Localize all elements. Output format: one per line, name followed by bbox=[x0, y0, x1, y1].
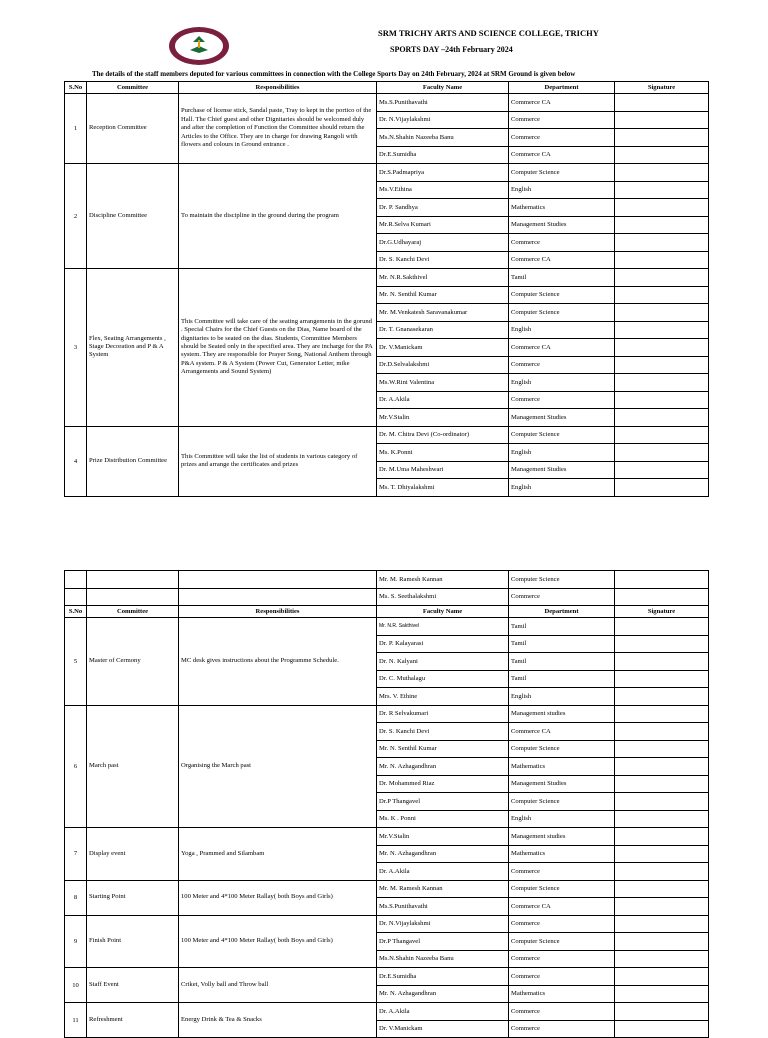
committee-sno: 11 bbox=[65, 1003, 87, 1038]
faculty-name: Mr. N.R.Sakthivel bbox=[377, 269, 509, 287]
committee-name: Discipline Committee bbox=[87, 164, 179, 269]
signature-cell bbox=[615, 199, 709, 217]
signature-cell bbox=[615, 426, 709, 444]
department: Commerce bbox=[509, 1020, 615, 1038]
department: Commerce bbox=[509, 391, 615, 409]
signature-cell bbox=[615, 828, 709, 846]
signature-cell bbox=[615, 775, 709, 793]
committee-responsibilities: Organising the March past bbox=[179, 705, 377, 828]
department: Commerce bbox=[509, 234, 615, 252]
department: Commerce bbox=[509, 915, 615, 933]
department: Commerce bbox=[509, 1003, 615, 1021]
signature-cell bbox=[615, 571, 709, 589]
column-header: Committee bbox=[87, 606, 179, 618]
faculty-name: Dr. R Selvakumari bbox=[377, 705, 509, 723]
faculty-name: Dr. P. Sandhya bbox=[377, 199, 509, 217]
department: Tamil bbox=[509, 269, 615, 287]
table-row bbox=[65, 618, 709, 636]
department: Management Studies bbox=[509, 775, 615, 793]
faculty-name: Ms.N.Shahin Nazeeba Banu bbox=[377, 950, 509, 968]
committee-table-page-2 bbox=[64, 570, 709, 1038]
signature-cell bbox=[615, 409, 709, 427]
committee-name: Starting Point bbox=[87, 880, 179, 915]
department: English bbox=[509, 810, 615, 828]
signature-cell bbox=[615, 950, 709, 968]
faculty-name: Dr. N. Kalyani bbox=[377, 653, 509, 671]
signature-cell bbox=[615, 1003, 709, 1021]
faculty-name: Dr. M. Chitra Devi (Co-ordinator) bbox=[377, 426, 509, 444]
committee-name: March past bbox=[87, 705, 179, 828]
signature-cell bbox=[615, 915, 709, 933]
department: Mathematics bbox=[509, 199, 615, 217]
faculty-name: Dr.G.Udhayaraj bbox=[377, 234, 509, 252]
department: English bbox=[509, 321, 615, 339]
signature-cell bbox=[615, 374, 709, 392]
committee-sno: 5 bbox=[65, 618, 87, 706]
department: English bbox=[509, 479, 615, 497]
department: English bbox=[509, 374, 615, 392]
faculty-name: Dr. A.Akila bbox=[377, 863, 509, 881]
committee-name: Flex, Seating Arrangements , Stage Decoration and P & A System bbox=[87, 269, 179, 427]
empty-cell bbox=[87, 571, 179, 589]
empty-cell bbox=[65, 571, 87, 589]
signature-cell bbox=[615, 588, 709, 606]
signature-cell bbox=[615, 758, 709, 776]
signature-cell bbox=[615, 635, 709, 653]
signature-cell bbox=[615, 146, 709, 164]
table-row bbox=[65, 164, 709, 182]
committee-sno: 8 bbox=[65, 880, 87, 915]
column-header: Department bbox=[509, 82, 615, 94]
signature-cell bbox=[615, 898, 709, 916]
college-logo bbox=[168, 26, 230, 66]
signature-cell bbox=[615, 94, 709, 112]
signature-cell bbox=[615, 880, 709, 898]
faculty-name: Ms.W.Rini Valentina bbox=[377, 374, 509, 392]
signature-cell bbox=[615, 793, 709, 811]
faculty-name: Mr.V.Stalin bbox=[377, 828, 509, 846]
faculty-name: Dr. C. Muthalagu bbox=[377, 670, 509, 688]
column-header: S.No bbox=[65, 82, 87, 94]
faculty-name: Mr. M. Ramesh Kannan bbox=[377, 880, 509, 898]
column-header: Faculty Name bbox=[377, 82, 509, 94]
signature-cell bbox=[615, 391, 709, 409]
empty-cell bbox=[179, 571, 377, 589]
signature-cell bbox=[615, 985, 709, 1003]
committee-responsibilities: 100 Meter and 4*100 Meter Rallay( both Boys and Girls) bbox=[179, 880, 377, 915]
faculty-name: Mr. N. Azhagandhran bbox=[377, 845, 509, 863]
faculty-name: Dr. M.Uma Maheshwari bbox=[377, 461, 509, 479]
column-header: S.No bbox=[65, 606, 87, 618]
table-row bbox=[65, 1003, 709, 1021]
department: Commerce bbox=[509, 950, 615, 968]
committee-sno: 7 bbox=[65, 828, 87, 881]
committee-responsibilities: 100 Meter and 4*100 Meter Rallay( both Boys and Girls) bbox=[179, 915, 377, 968]
department: Computer Science bbox=[509, 426, 615, 444]
signature-cell bbox=[615, 933, 709, 951]
committee-sno: 10 bbox=[65, 968, 87, 1003]
faculty-name: Dr. S. Kanchi Devi bbox=[377, 251, 509, 269]
committee-sno: 4 bbox=[65, 426, 87, 496]
column-header: Committee bbox=[87, 82, 179, 94]
faculty-name: Dr. N.Vijaylakshmi bbox=[377, 915, 509, 933]
department: Tamil bbox=[509, 653, 615, 671]
department: Commerce bbox=[509, 968, 615, 986]
faculty-name: Dr. P. Kalayarasi bbox=[377, 635, 509, 653]
faculty-name: Ms.V.Ethina bbox=[377, 181, 509, 199]
department: Computer Science bbox=[509, 740, 615, 758]
committee-name: Staff Event bbox=[87, 968, 179, 1003]
committee-responsibilities: To maintain the discipline in the ground during the program bbox=[179, 164, 377, 269]
signature-cell bbox=[615, 845, 709, 863]
committee-sno: 2 bbox=[65, 164, 87, 269]
column-header: Department bbox=[509, 606, 615, 618]
signature-cell bbox=[615, 111, 709, 129]
signature-cell bbox=[615, 164, 709, 182]
faculty-name: Ms. K . Ponni bbox=[377, 810, 509, 828]
event-subtitle: SPORTS DAY –24th February 2024 bbox=[390, 45, 513, 54]
table-row bbox=[65, 269, 709, 287]
faculty-name: Dr.P Thangavel bbox=[377, 933, 509, 951]
faculty-name: Dr.D.Selvalakshmi bbox=[377, 356, 509, 374]
signature-cell bbox=[615, 234, 709, 252]
department: Computer Science bbox=[509, 286, 615, 304]
continuation-row bbox=[65, 588, 709, 606]
committee-sno: 3 bbox=[65, 269, 87, 427]
committee-name: Reception Committee bbox=[87, 94, 179, 164]
committee-sno: 1 bbox=[65, 94, 87, 164]
column-header: Signature bbox=[615, 82, 709, 94]
column-header: Signature bbox=[615, 606, 709, 618]
committee-table-page-1 bbox=[64, 81, 709, 497]
committee-name: Finish Point bbox=[87, 915, 179, 968]
faculty-name: Dr.S.Padmapriya bbox=[377, 164, 509, 182]
signature-cell bbox=[615, 356, 709, 374]
signature-cell bbox=[615, 723, 709, 741]
department: Commerce CA bbox=[509, 898, 615, 916]
department: Management studies bbox=[509, 828, 615, 846]
department: Commerce CA bbox=[509, 94, 615, 112]
table-row bbox=[65, 880, 709, 898]
faculty-name: Ms.S.Punithavathi bbox=[377, 898, 509, 916]
faculty-name: Mr. N. Senthil Kumar bbox=[377, 740, 509, 758]
college-title: SRM TRICHY ARTS AND SCIENCE COLLEGE, TRICHY bbox=[378, 28, 599, 38]
faculty-name: Mr. N. Senthil Kumar bbox=[377, 286, 509, 304]
signature-cell bbox=[615, 444, 709, 462]
faculty-name: Mr. N. Azhagandhran bbox=[377, 758, 509, 776]
department: Commerce bbox=[509, 356, 615, 374]
department: Tamil bbox=[509, 670, 615, 688]
committee-responsibilities: Purchase of license stick, Sandal paste, Tray to kept in the portico of the Hall. The Chief guest and other Dignitaries should be welcomed duly and after the completion of Function the Committee should return the Articles to the Office. They are in charge for drawing Rangoli with flowers and colours in Ground entrance . bbox=[179, 94, 377, 164]
continuation-row bbox=[65, 571, 709, 589]
department: English bbox=[509, 181, 615, 199]
faculty-name: Dr.E.Sumidha bbox=[377, 146, 509, 164]
committee-sno: 9 bbox=[65, 915, 87, 968]
department: Computer Science bbox=[509, 571, 615, 589]
faculty-name: Dr.P Thangavel bbox=[377, 793, 509, 811]
table-row bbox=[65, 968, 709, 986]
signature-cell bbox=[615, 618, 709, 636]
committee-responsibilities: Criket, Volly ball and Throw ball bbox=[179, 968, 377, 1003]
faculty-name: Mr. M. Ramesh Kannan bbox=[377, 571, 509, 589]
signature-cell bbox=[615, 251, 709, 269]
committee-responsibilities: This Committee will take care of the seating arrangements in the gorund . Special Chairs for the Chief Guests on the Dias, Name board of the dignitaries to be seated on the dias. Students, Committee Members should be Seated only in the specified area. They are incharge for the PA system. They are responsible for Prayer Song, National Anthem through P&A system. P & A System (Power Cut, Generator Letter, mike Arrangements and Sound System) bbox=[179, 269, 377, 427]
faculty-name: Ms.N.Shahin Nazeeba Banu bbox=[377, 129, 509, 147]
signature-cell bbox=[615, 810, 709, 828]
empty-cell bbox=[65, 588, 87, 606]
empty-cell bbox=[179, 588, 377, 606]
department: Commerce CA bbox=[509, 146, 615, 164]
department: Mathematics bbox=[509, 985, 615, 1003]
department: Computer Science bbox=[509, 164, 615, 182]
department: Tamil bbox=[509, 635, 615, 653]
faculty-name: Dr. A.Akila bbox=[377, 1003, 509, 1021]
signature-cell bbox=[615, 286, 709, 304]
department: Management Studies bbox=[509, 216, 615, 234]
committee-responsibilities: MC desk gives instructions about the Programme Schedule. bbox=[179, 618, 377, 706]
faculty-name: Dr. T. Gnanasekaran bbox=[377, 321, 509, 339]
committee-name: Display event bbox=[87, 828, 179, 881]
department: Management Studies bbox=[509, 461, 615, 479]
department: Commerce CA bbox=[509, 723, 615, 741]
signature-cell bbox=[615, 269, 709, 287]
department: Management studies bbox=[509, 705, 615, 723]
signature-cell bbox=[615, 129, 709, 147]
department: Commerce CA bbox=[509, 251, 615, 269]
faculty-name: Dr. A.Akila bbox=[377, 391, 509, 409]
department: English bbox=[509, 444, 615, 462]
department: Commerce bbox=[509, 588, 615, 606]
department: Commerce bbox=[509, 863, 615, 881]
faculty-name: Mrs. V. Ethine bbox=[377, 688, 509, 706]
department: English bbox=[509, 688, 615, 706]
faculty-name: Ms. K.Ponni bbox=[377, 444, 509, 462]
faculty-name: Ms. T. Dhiyalakshmi bbox=[377, 479, 509, 497]
department: Commerce bbox=[509, 129, 615, 147]
column-header: Responsibilities bbox=[179, 606, 377, 618]
signature-cell bbox=[615, 1020, 709, 1038]
header-row bbox=[65, 606, 709, 618]
faculty-name: Dr. N.Vijaylakshmi bbox=[377, 111, 509, 129]
intro-text: The details of the staff members deputed for various committees in connection with the College Sports Day on 24th February, 2024 at SRM Ground is given below bbox=[92, 70, 576, 78]
signature-cell bbox=[615, 181, 709, 199]
signature-cell bbox=[615, 653, 709, 671]
signature-cell bbox=[615, 304, 709, 322]
signature-cell bbox=[615, 968, 709, 986]
faculty-name: Dr. Mohammed Riaz bbox=[377, 775, 509, 793]
empty-cell bbox=[87, 588, 179, 606]
committee-name: Prize Distribution Committee bbox=[87, 426, 179, 496]
department: Computer Science bbox=[509, 793, 615, 811]
department: Commerce CA bbox=[509, 339, 615, 357]
signature-cell bbox=[615, 740, 709, 758]
department: Tamil bbox=[509, 618, 615, 636]
faculty-name: Mr.V.Stalin bbox=[377, 409, 509, 427]
faculty-name: Mr. N.R. Sakthivel bbox=[377, 618, 509, 636]
table-row bbox=[65, 828, 709, 846]
committee-responsibilities: Energy Drink & Tea & Snacks bbox=[179, 1003, 377, 1038]
faculty-name: Mr. N. Azhagandhran bbox=[377, 985, 509, 1003]
signature-cell bbox=[615, 216, 709, 234]
table-row bbox=[65, 705, 709, 723]
signature-cell bbox=[615, 479, 709, 497]
committee-sno: 6 bbox=[65, 705, 87, 828]
signature-cell bbox=[615, 670, 709, 688]
signature-cell bbox=[615, 688, 709, 706]
faculty-name: Dr.E.Sumidha bbox=[377, 968, 509, 986]
committee-name: Master of Cermony bbox=[87, 618, 179, 706]
department: Computer Science bbox=[509, 933, 615, 951]
signature-cell bbox=[615, 321, 709, 339]
faculty-name: Dr. V.Manickam bbox=[377, 1020, 509, 1038]
faculty-name: Ms.S.Punithavathi bbox=[377, 94, 509, 112]
header-row bbox=[65, 82, 709, 94]
signature-cell bbox=[615, 339, 709, 357]
committee-responsibilities: Yoga , Prammed and Silambam bbox=[179, 828, 377, 881]
department: Computer Science bbox=[509, 304, 615, 322]
faculty-name: Ms. S. Seethalakshmi bbox=[377, 588, 509, 606]
signature-cell bbox=[615, 863, 709, 881]
table-row bbox=[65, 426, 709, 444]
department: Computer Science bbox=[509, 880, 615, 898]
faculty-name: Dr. S. Kanchi Devi bbox=[377, 723, 509, 741]
faculty-name: Mr.R.Selva Kumari bbox=[377, 216, 509, 234]
committee-responsibilities: This Committee will take the list of students in various category of prizes and arrange the certificates and prizes bbox=[179, 426, 377, 496]
department: Commerce bbox=[509, 111, 615, 129]
department: Management Studies bbox=[509, 409, 615, 427]
faculty-name: Dr. V.Manickam bbox=[377, 339, 509, 357]
table-row bbox=[65, 915, 709, 933]
signature-cell bbox=[615, 461, 709, 479]
signature-cell bbox=[615, 705, 709, 723]
column-header: Faculty Name bbox=[377, 606, 509, 618]
department: Mathematics bbox=[509, 845, 615, 863]
committee-name: Refreshment bbox=[87, 1003, 179, 1038]
table-row bbox=[65, 94, 709, 112]
faculty-name: Mr. M.Venkatesh Saravanakumar bbox=[377, 304, 509, 322]
department: Mathematics bbox=[509, 758, 615, 776]
column-header: Responsibilities bbox=[179, 82, 377, 94]
